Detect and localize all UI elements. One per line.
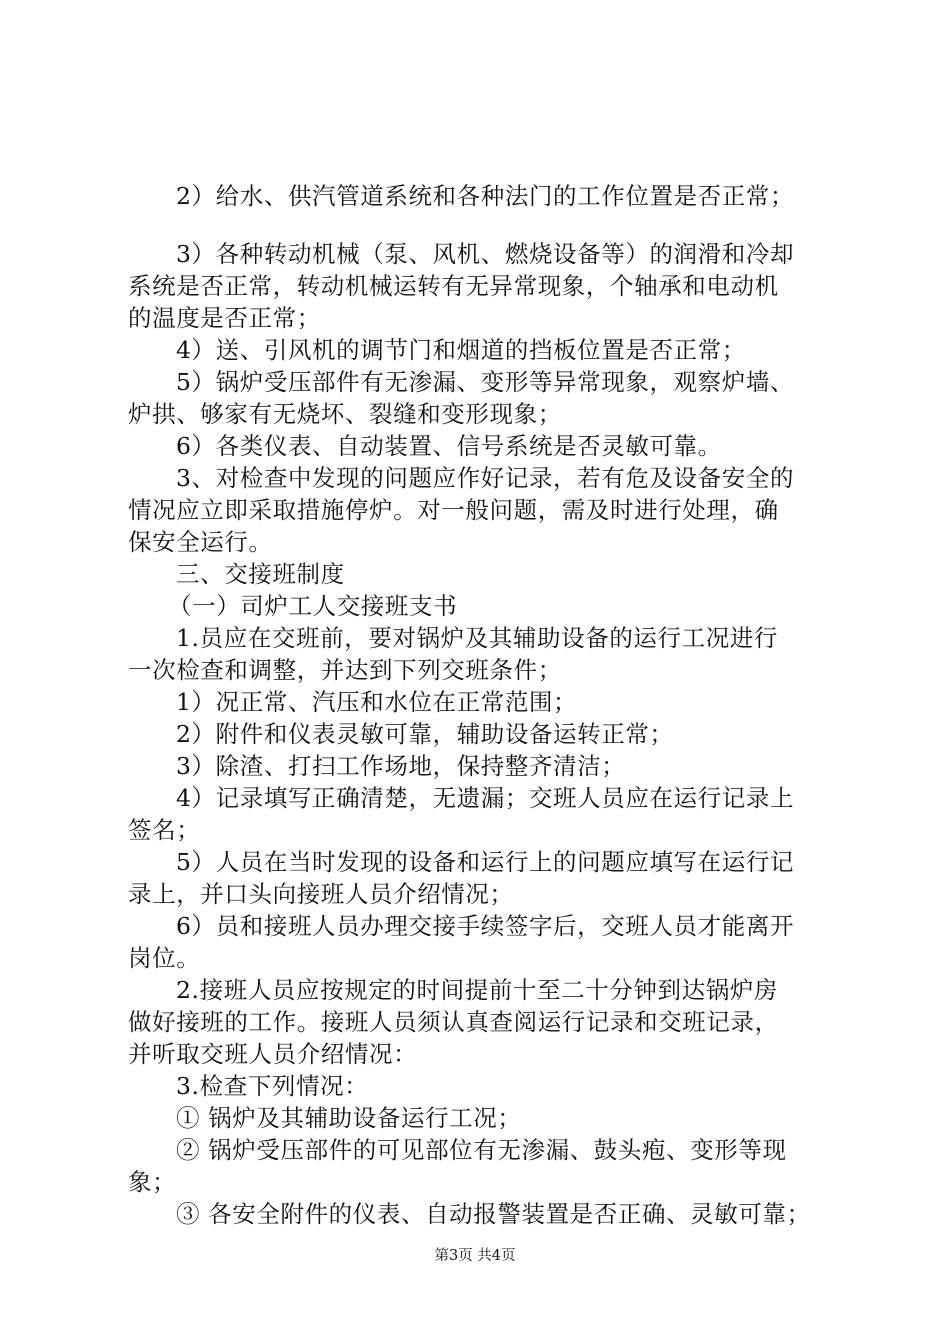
paragraph-line: 签名； bbox=[128, 816, 201, 844]
paragraph-line: 1）况正常、汽压和水位在正常范围； bbox=[176, 688, 578, 716]
paragraph-line: 6）各类仪表、自动装置、信号系统是否灵敏可靠。 bbox=[176, 432, 722, 460]
page-footer: 第3页 共4页 bbox=[434, 1248, 516, 1264]
paragraph-line: 5）人员在当时发现的设备和运行上的问题应填写在运行记 bbox=[176, 848, 795, 876]
section-heading: 三、交接班制度 bbox=[176, 560, 345, 588]
paragraph-line: 3、对检查中发现的问题应作好记录，若有危及设备安全的 bbox=[176, 464, 795, 492]
paragraph-line: 3.检查下列情况： bbox=[176, 1072, 369, 1100]
paragraph-line: 4）送、引风机的调节门和烟道的挡板位置是否正常； bbox=[176, 336, 746, 364]
paragraph-line: 情况应立即采取措施停炉。对一般问题，需及时进行处理，确 bbox=[128, 496, 779, 524]
paragraph-line: 3）除渣、打扫工作场地，保持整齐清洁； bbox=[176, 752, 626, 780]
paragraph-line: 保安全运行。 bbox=[128, 528, 273, 556]
paragraph-line: 的温度是否正常； bbox=[128, 304, 321, 332]
paragraph-line: 系统是否正常，转动机械运转有无异常现象，个轴承和电动机 bbox=[128, 272, 779, 300]
paragraph-line: 2.接班人员应按规定的时间提前十至二十分钟到达锅炉房 bbox=[176, 976, 779, 1004]
paragraph-line: 象； bbox=[128, 1168, 177, 1196]
paragraph-line: ① 锅炉及其辅助设备运行工况； bbox=[176, 1104, 522, 1132]
paragraph-line: 6）员和接班人员办理交接手续签字后，交班人员才能离开 bbox=[176, 912, 795, 940]
paragraph-line: ③ 各安全附件的仪表、自动报警装置是否正确、灵敏可靠； bbox=[176, 1200, 811, 1228]
subsection-heading: （一）司炉工人交接班支书 bbox=[168, 592, 458, 620]
paragraph-line: 3）各种转动机械（泵、风机、燃烧设备等）的润滑和冷却 bbox=[176, 240, 795, 268]
paragraph-line: 1.员应在交班前，要对锅炉及其辅助设备的运行工况进行 bbox=[176, 624, 779, 652]
paragraph-line: 5）锅炉受压部件有无渗漏、变形等异常现象，观察炉墙、 bbox=[176, 368, 795, 396]
paragraph-line: 2）给水、供汽管道系统和各种法门的工作位置是否正常； bbox=[176, 182, 795, 210]
paragraph-line: 并听取交班人员介绍情况： bbox=[128, 1040, 418, 1068]
paragraph-line: 岗位。 bbox=[128, 944, 201, 972]
paragraph-line: 2）附件和仪表灵敏可靠，辅助设备运转正常； bbox=[176, 720, 674, 748]
paragraph-line: 炉拱、够家有无烧坏、裂缝和变形现象； bbox=[128, 400, 562, 428]
paragraph-line: 4）记录填写正确清楚，无遗漏；交班人员应在运行记录上 bbox=[176, 784, 795, 812]
paragraph-line: 做好接班的工作。接班人员须认真查阅运行记录和交班记录， bbox=[128, 1008, 779, 1036]
paragraph-line: ② 锅炉受压部件的可见部位有无渗漏、鼓头疱、变形等现 bbox=[176, 1136, 787, 1164]
paragraph-line: 一次检查和调整，并达到下列交班条件； bbox=[128, 656, 562, 684]
paragraph-line: 录上，并口头向接班人员介绍情况； bbox=[128, 880, 514, 908]
